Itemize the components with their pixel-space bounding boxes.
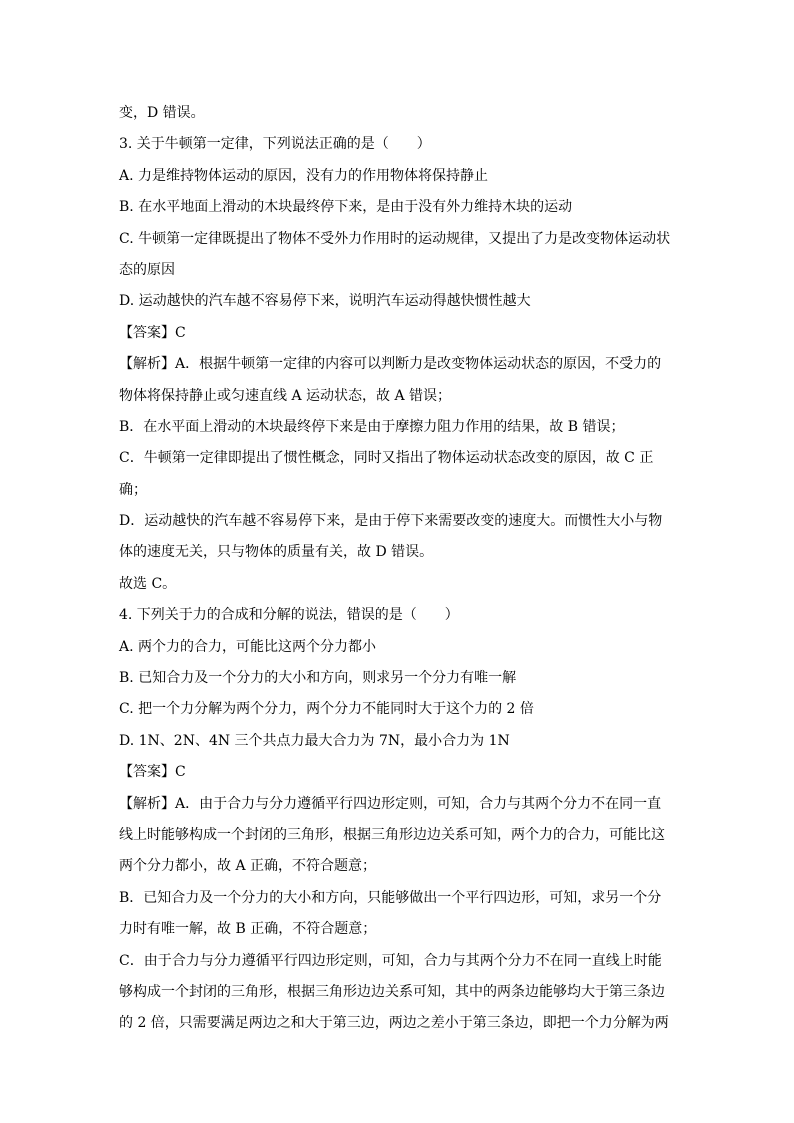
text-line: 力时有唯一解，故 B 正确，不符合题意； [119, 921, 377, 938]
question-3-option-c: C. 牛顿第一定律既提出了物体不受外力作用时的运动规律，又提出了力是改变物体运动状 [119, 230, 671, 247]
question-3-option-c-cont: 态的原因 [119, 261, 175, 278]
question-4-option-c: C. 把一个力分解为两个分力，两个分力不能同时大于这个力的 2 倍 [119, 701, 534, 718]
question-3-option-a: A. 力是维持物体运动的原因，没有力的作用物体将保持静止 [119, 167, 489, 184]
text-line: 两个分力都小，故 A 正确，不符合题意； [119, 858, 377, 875]
question-3-stem: 3. 关于牛顿第一定律，下列说法正确的是（ ） [119, 136, 431, 153]
question-3-option-b: B. 在水平地面上滑动的木块最终停下来，是由于没有外力维持木块的运动 [119, 199, 573, 216]
question-3-conclusion: 故选 C。 [119, 575, 177, 592]
text-line: B．在水平面上滑动的木块最终停下来是由于摩擦力阻力作用的结果，故 B 错误； [119, 418, 625, 435]
text-line: 体的速度无关，只与物体的质量有关，故 D 错误。 [119, 544, 434, 561]
text-line: 的 2 倍，只需要满足两边之和大于第三边，两边之差小于第三条边，即把一个力分解为两 [119, 1015, 669, 1032]
text-line: C．牛顿第一定律即提出了惯性概念，同时又指出了物体运动状态改变的原因，故 C 正 [119, 450, 654, 467]
question-4-option-a: A. 两个力的合力，可能比这两个分力都小 [119, 638, 377, 655]
question-3-analysis: 【解析】A．根据牛顿第一定律的内容可以判断力是改变物体运动状态的原因，不受力的 [119, 356, 662, 373]
question-4-analysis: 【解析】A．由于合力与分力遵循平行四边形定则，可知，合力与其两个分力不在同一直 [119, 795, 662, 812]
question-3-answer: 【答案】C [119, 324, 186, 341]
text-line: D．运动越快的汽车越不容易停下来，是由于停下来需要改变的速度大。而惯性大小与物 [119, 513, 663, 530]
document-body [119, 98, 679, 1040]
text-line: 够构成一个封闭的三角形，根据三角形边边关系可知，其中的两条边能够均大于第三条边 [119, 983, 665, 1000]
text-line: C．由于合力与分力遵循平行四边形定则，可知，合力与其两个分力不在同一直线上时能 [119, 952, 662, 969]
question-4-option-b: B. 已知合力及一个分力的大小和方向，则求另一个分力有唯一解 [119, 670, 517, 687]
question-3-option-d: D. 运动越快的汽车越不容易停下来，说明汽车运动得越快惯性越大 [119, 293, 531, 310]
text-line: 确； [119, 481, 147, 498]
question-4-option-d: D. 1N、2N、4N 三个共点力最大合力为 7N，最小合力为 1N [119, 732, 510, 749]
question-4-stem: 4. 下列关于力的合成和分解的说法，错误的是（ ） [119, 607, 459, 624]
text-line: B．已知合力及一个分力的大小和方向，只能够做出一个平行四边形，可知，求另一个分 [119, 889, 662, 906]
text-line: 变，D 错误。 [119, 105, 205, 121]
text-line: 物体将保持静止或匀速直线 A 运动状态，故 A 错误； [119, 387, 452, 404]
text-line: 线上时能够构成一个封闭的三角形，根据三角形边边关系可知，两个力的合力，可能比这 [119, 826, 665, 843]
question-4-answer: 【答案】C [119, 764, 186, 781]
